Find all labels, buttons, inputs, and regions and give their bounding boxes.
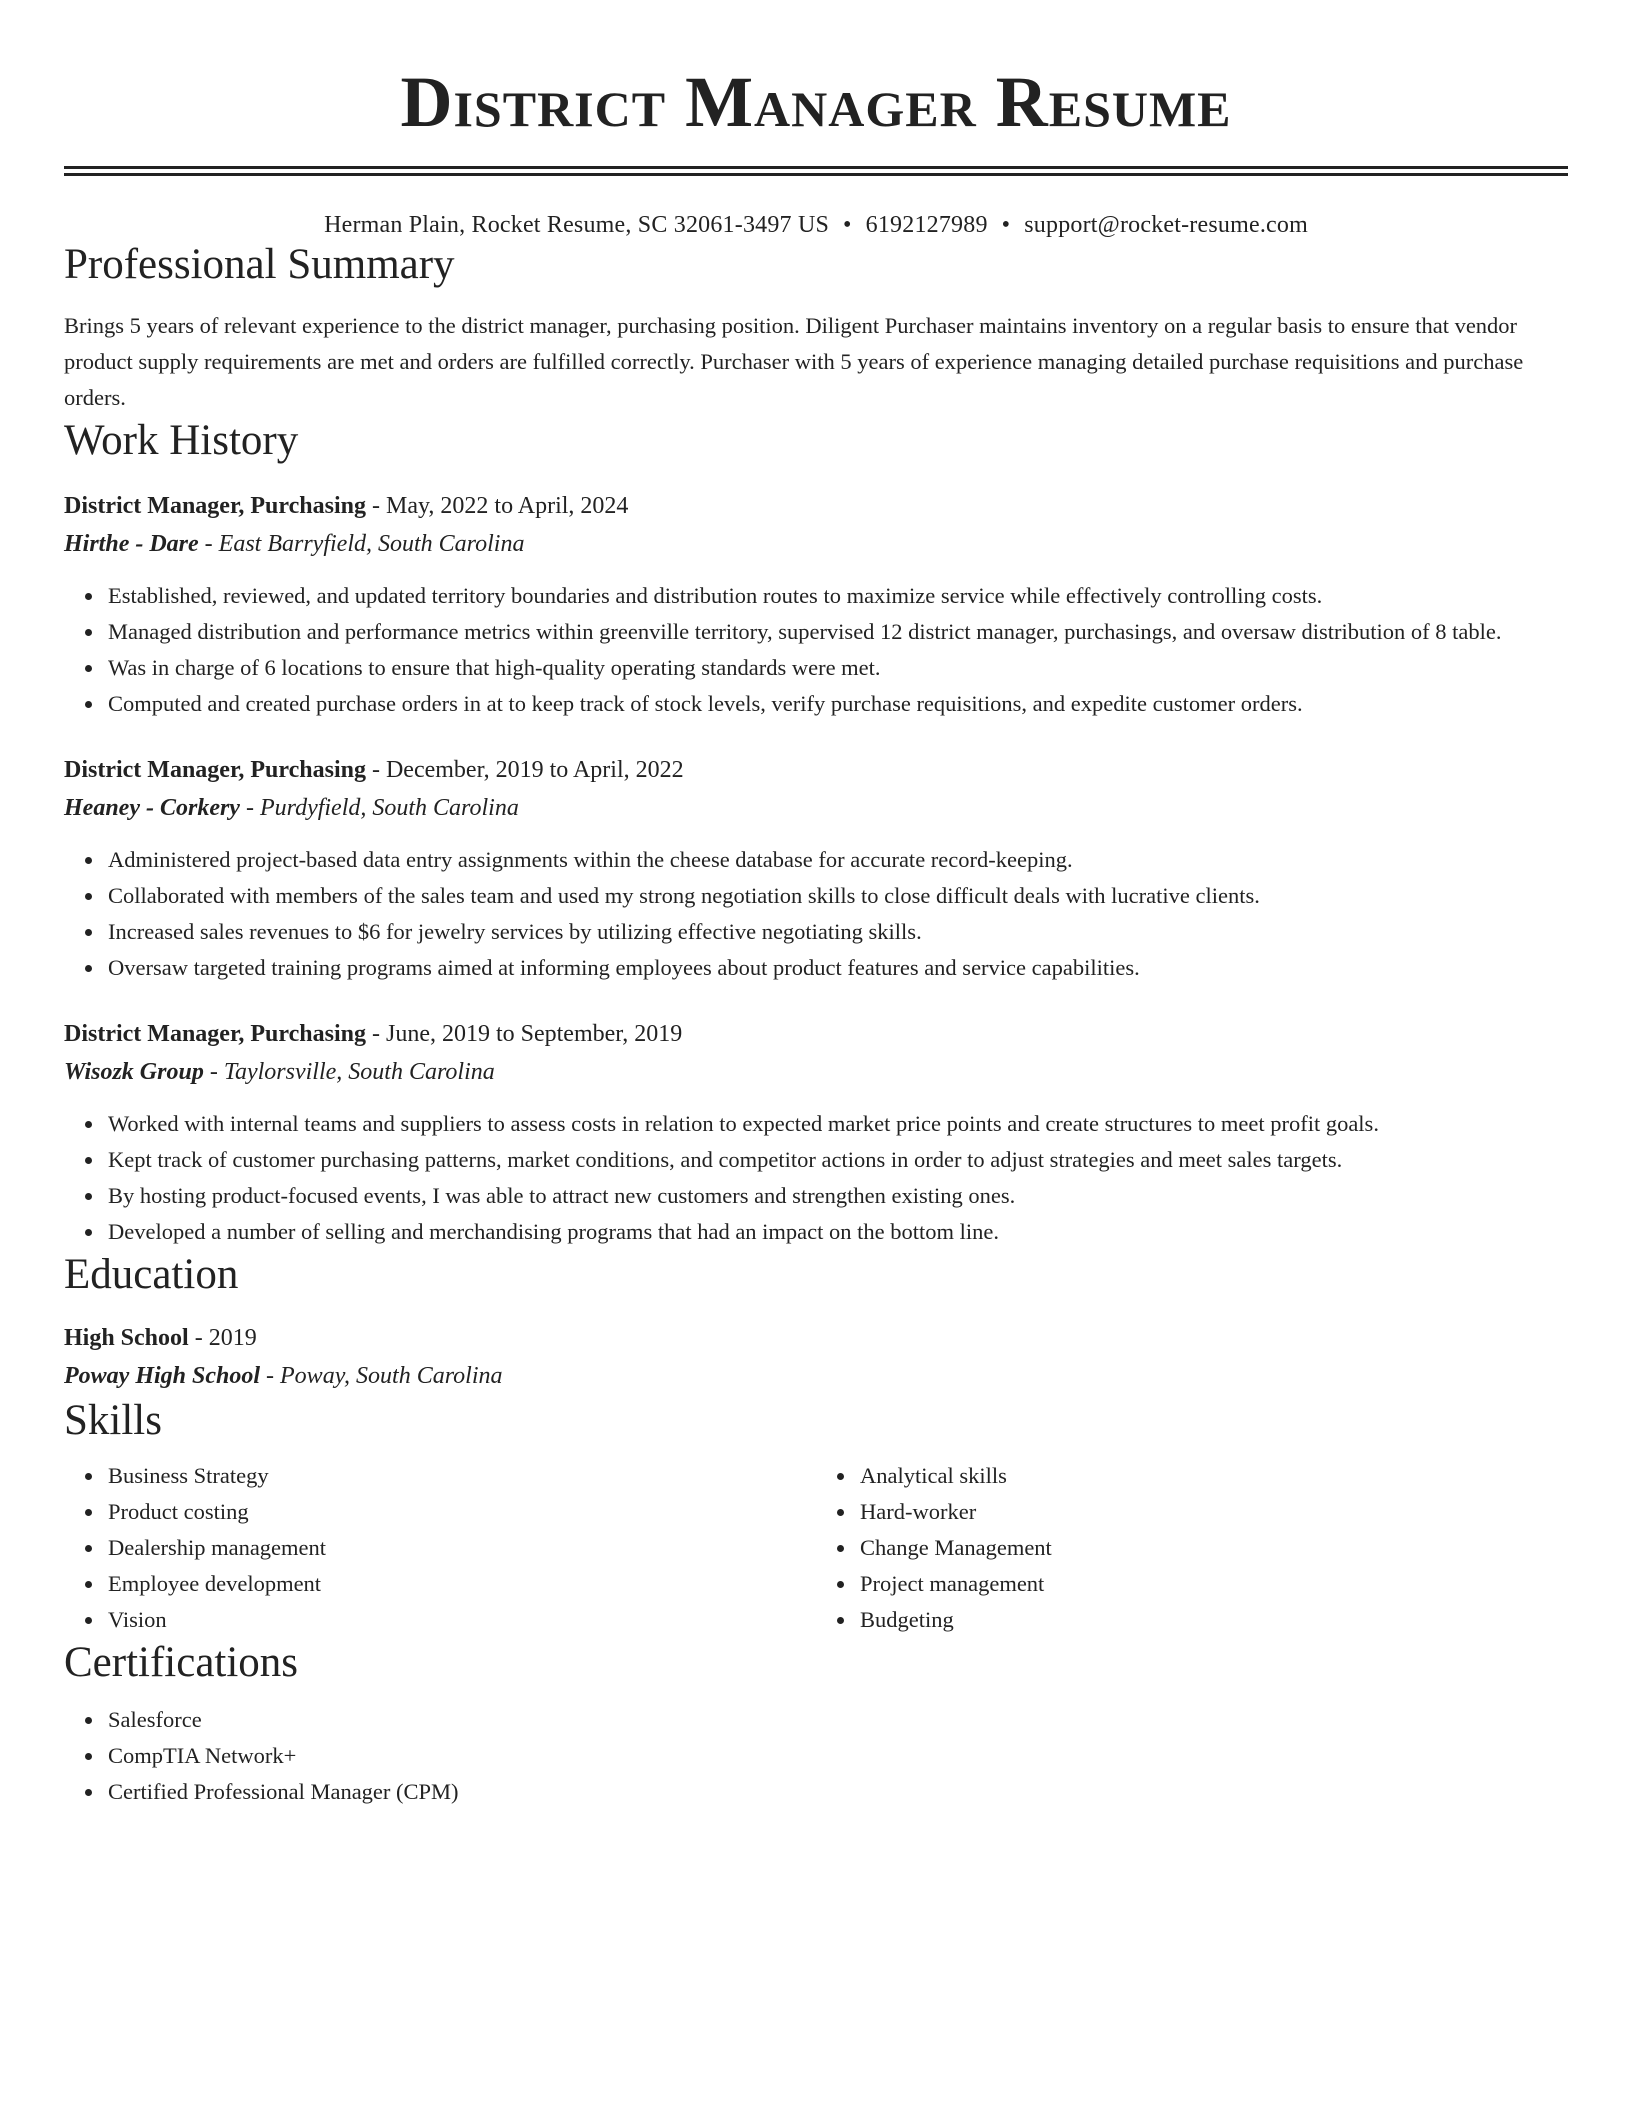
skill-item: Budgeting bbox=[860, 1602, 1568, 1638]
page-title: District Manager Resume bbox=[400, 62, 1232, 142]
skill-item: Dealership management bbox=[108, 1530, 816, 1566]
skill-item: Analytical skills bbox=[860, 1458, 1568, 1494]
list-item: Increased sales revenues to $6 for jewelry services by utilizing effective negotiating skills. bbox=[108, 914, 1568, 950]
skill-item: Vision bbox=[108, 1602, 816, 1638]
list-item: Administered project-based data entry assignments within the cheese database for accurate record-keeping. bbox=[108, 842, 1568, 878]
degree-line bbox=[64, 1320, 1568, 1356]
section-heading-work-history: Work History bbox=[64, 417, 299, 464]
list-item: Was in charge of 6 locations to ensure that high-quality operating standards were met. bbox=[108, 650, 1568, 686]
certification-item: Salesforce bbox=[108, 1702, 1568, 1738]
school-line bbox=[64, 1356, 1568, 1396]
contact-separator: • bbox=[843, 212, 852, 238]
certification-item: Certified Professional Manager (CPM) bbox=[108, 1774, 1568, 1810]
employer-name: Hirthe - Dare bbox=[64, 531, 199, 557]
contact-email: support@rocket-resume.com bbox=[1024, 212, 1308, 238]
job-duties-list bbox=[64, 578, 1568, 722]
section-heading-summary: Professional Summary bbox=[64, 241, 455, 288]
title-divider bbox=[64, 166, 1568, 176]
job-title: District Manager, Purchasing bbox=[64, 493, 366, 519]
employer-name: Heaney - Corkery bbox=[64, 795, 240, 821]
job-title-line bbox=[64, 752, 1568, 788]
job-dates: - May, 2022 to April, 2024 bbox=[365, 493, 629, 519]
graduation-year: - 2019 bbox=[188, 1325, 257, 1351]
list-item: Collaborated with members of the sales team and used my strong negotiation skills to close difficult deals with lucrative clients. bbox=[108, 878, 1568, 914]
section-heading-education: Education bbox=[64, 1251, 239, 1298]
list-item: Computed and created purchase orders in at to keep track of stock levels, verify purchase requisitions, and expedite customer orders. bbox=[108, 686, 1568, 722]
list-item: By hosting product-focused events, I was able to attract new customers and strengthen existing ones. bbox=[108, 1178, 1568, 1214]
list-item: Oversaw targeted training programs aimed at informing employees about product features and service capabilities. bbox=[108, 950, 1568, 986]
employer-location: - Purdyfield, South Carolina bbox=[239, 795, 519, 821]
summary-text: Brings 5 years of relevant experience to the district manager, purchasing position. Diligent Purchaser maintains inventory on a regular basis to ensure that vendor product supply requirements are met and orders are fulfilled correctly. Purchaser with 5 years of experience managing detailed purchase requisitions and purchase orders. bbox=[64, 313, 1524, 410]
skills-list-left bbox=[64, 1458, 816, 1638]
skill-item: Employee development bbox=[108, 1566, 816, 1602]
section-heading-skills: Skills bbox=[64, 1397, 162, 1444]
employer-name: Wisozk Group bbox=[64, 1059, 204, 1085]
section-heading-certifications: Certifications bbox=[64, 1639, 299, 1686]
job-entry bbox=[64, 752, 1568, 986]
list-item: Managed distribution and performance metrics within greenville territory, supervised 12 district manager, purchasings, and oversaw distribution of 8 table. bbox=[108, 614, 1568, 650]
employer-line bbox=[64, 1052, 1568, 1092]
contact-separator: • bbox=[1001, 212, 1011, 238]
degree-name: High School bbox=[64, 1325, 189, 1351]
skill-item: Change Management bbox=[860, 1530, 1568, 1566]
certification-item: CompTIA Network+ bbox=[108, 1738, 1568, 1774]
job-title-line bbox=[64, 488, 1568, 524]
job-duties-list bbox=[64, 842, 1568, 986]
job-title: District Manager, Purchasing bbox=[64, 757, 366, 783]
list-item: Worked with internal teams and suppliers to assess costs in relation to expected market price points and create structures to meet profit goals. bbox=[108, 1106, 1568, 1142]
skills-list-right bbox=[816, 1458, 1568, 1638]
job-title-line bbox=[64, 1016, 1568, 1052]
job-dates: - December, 2019 to April, 2022 bbox=[365, 757, 684, 783]
employer-location: - East Barryfield, South Carolina bbox=[198, 531, 525, 557]
contact-address: Herman Plain, Rocket Resume, SC 32061-3497 US bbox=[324, 212, 830, 238]
skill-item: Business Strategy bbox=[108, 1458, 816, 1494]
school-location: - Poway, South Carolina bbox=[260, 1363, 503, 1389]
contact-line bbox=[64, 210, 1568, 240]
job-duties-list bbox=[64, 1106, 1568, 1250]
skills-grid bbox=[64, 1458, 1568, 1638]
contact-phone: 6192127989 bbox=[865, 212, 988, 238]
skill-item: Hard-worker bbox=[860, 1494, 1568, 1530]
education-entry bbox=[64, 1320, 1568, 1396]
list-item: Established, reviewed, and updated territory boundaries and distribution routes to maximize service while effectively controlling costs. bbox=[108, 578, 1568, 614]
job-title: District Manager, Purchasing bbox=[64, 1021, 366, 1047]
list-item: Developed a number of selling and merchandising programs that had an impact on the bottom line. bbox=[108, 1214, 1568, 1250]
job-entry bbox=[64, 1016, 1568, 1250]
skill-item: Product costing bbox=[108, 1494, 816, 1530]
list-item: Kept track of customer purchasing patterns, market conditions, and competitor actions in order to adjust strategies and meet sales targets. bbox=[108, 1142, 1568, 1178]
job-dates: - June, 2019 to September, 2019 bbox=[365, 1021, 683, 1047]
job-entry bbox=[64, 488, 1568, 722]
employer-line bbox=[64, 524, 1568, 564]
skill-item: Project management bbox=[860, 1566, 1568, 1602]
employer-line bbox=[64, 788, 1568, 828]
certifications-list bbox=[64, 1702, 1568, 1810]
school-name: Poway High School bbox=[64, 1363, 261, 1389]
employer-location: - Taylorsville, South Carolina bbox=[203, 1059, 495, 1085]
